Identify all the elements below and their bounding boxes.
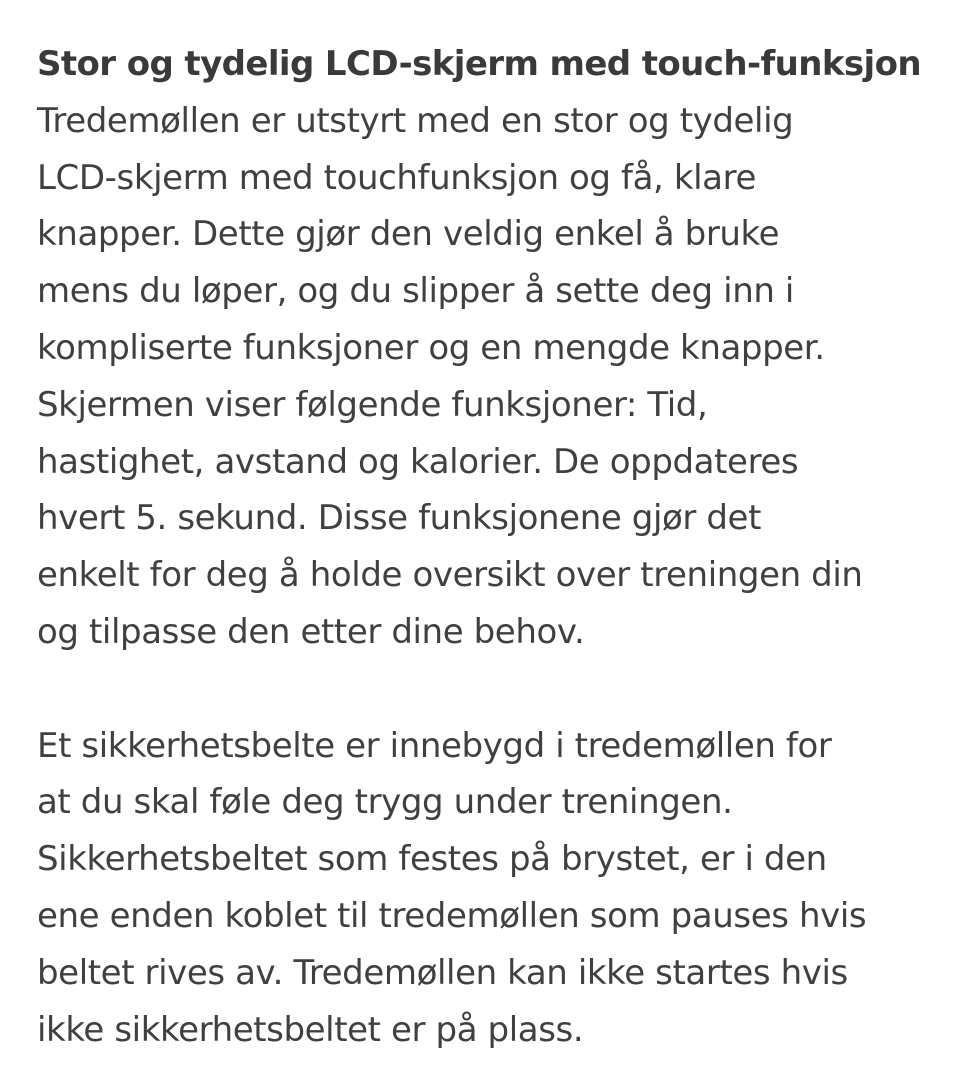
text-line: Sikkerhetsbeltet som festes på brystet, er i den [37,839,827,880]
text-line: Skjermen viser følgende funksjoner: Tid, [37,384,708,425]
text-line: Tredemøllen er utstyrt med en stor og tydelig [37,100,794,141]
text-line: hvert 5. sekund. Disse funksjonene gjør det [37,498,762,539]
section-heading: Stor og tydelig LCD-skjerm med touch-funksjon [37,44,921,84]
text-line: ikke sikkerhetsbeltet er på plass. [37,1009,584,1050]
paragraph-lcd-screen [37,93,937,661]
paragraph-safety-belt [37,718,937,1059]
text-line: enkelt for deg å holde oversikt over treningen din [37,555,863,596]
text-line: og tilpasse den etter dine behov. [37,611,585,652]
text-line: hastighet, avstand og kalorier. De oppdateres [37,441,799,482]
text-line: knapper. Dette gjør den veldig enkel å bruke [37,214,780,255]
text-line: kompliserte funksjoner og en mengde knapper. [37,327,825,368]
text-line: LCD-skjerm med touchfunksjon og få, klare [37,157,756,198]
article [37,36,937,1058]
text-line: ene enden koblet til tredemøllen som pauses hvis [37,895,867,936]
text-line: beltet rives av. Tredemøllen kan ikke startes hvis [37,952,848,993]
text-line: Et sikkerhetsbelte er innebygd i tredemøllen for [37,725,832,766]
text-line: at du skal føle deg trygg under treningen. [37,782,733,823]
text-line: mens du løper, og du slipper å sette deg inn i [37,271,794,312]
